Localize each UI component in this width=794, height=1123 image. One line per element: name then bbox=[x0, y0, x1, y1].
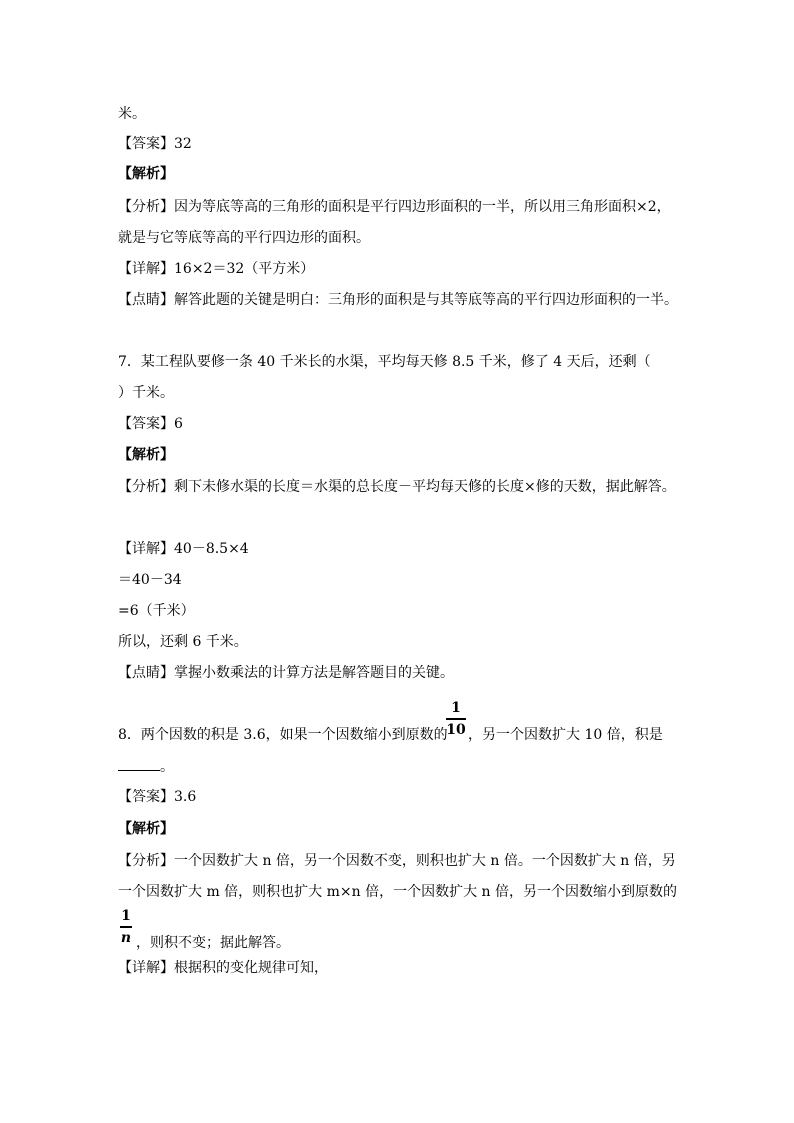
q7-step3: =6（千米） bbox=[118, 603, 195, 619]
q7-conclusion: 所以，还剩 6 千米。 bbox=[118, 634, 248, 650]
q8-stem-part1 bbox=[118, 725, 448, 745]
q8-stem-part2: ，另一个因数扩大 10 倍，积是 bbox=[468, 727, 663, 743]
q6-analysis-line2: 就是与它等底等高的平行四边形的面积。 bbox=[118, 230, 370, 246]
q6-key-point: 【点睛】解答此题的关键是明白：三角形的面积是与其等底等高的平行四边形面积的一半。 bbox=[118, 292, 678, 308]
q8-fraction-one-over-n bbox=[120, 908, 132, 946]
q8-fraction2-numerator: 1 bbox=[121, 908, 131, 924]
q7-analysis: 【分析】剩下未修水渠的长度＝水渠的总长度－平均每天修的长度×修的天数，据此解答。 bbox=[118, 479, 676, 495]
q7-step2: ＝40－34 bbox=[118, 572, 182, 588]
q8-answer-blank bbox=[118, 756, 160, 771]
q8-stem-end: 。 bbox=[160, 759, 174, 775]
q8-fraction-one-tenth bbox=[446, 700, 466, 738]
q7-key-point: 【点睛】掌握小数乘法的计算方法是解答题目的关键。 bbox=[118, 665, 454, 681]
q8-stem-text-a: 8．两个因数的积是 3.6，如果一个因数缩小到原数的 bbox=[118, 727, 448, 743]
q7-detail: 【详解】40－8.5×4 bbox=[118, 541, 249, 557]
q8-fraction2-denominator: n bbox=[120, 930, 132, 946]
q6-continuation-text: 米。 bbox=[118, 106, 146, 122]
q8-fraction-numerator: 1 bbox=[451, 700, 461, 716]
q8-answer: 【答案】3.6 bbox=[118, 789, 197, 805]
q7-jiexi-heading: 【解析】 bbox=[118, 447, 174, 463]
q7-stem-line1: 7．某工程队要修一条 40 千米长的水渠，平均每天修 8.5 千米，修了 4 天后，还剩（ bbox=[118, 354, 651, 370]
q8-analysis-line1: 【分析】一个因数扩大 n 倍，另一个因数不变，则积也扩大 n 倍。一个因数扩大 n 倍，另 bbox=[118, 853, 676, 869]
q6-detail: 【详解】16×2＝32（平方米） bbox=[118, 261, 315, 277]
q8-fraction-bar bbox=[446, 718, 466, 720]
q6-analysis-line1: 【分析】因为等底等高的三角形的面积是平行四边形面积的一半，所以用三角形面积×2， bbox=[118, 199, 671, 215]
q6-answer: 【答案】32 bbox=[118, 136, 192, 152]
q7-answer: 【答案】6 bbox=[118, 416, 183, 432]
q8-analysis-line3: ，则积不变；据此解答。 bbox=[136, 935, 290, 951]
q6-jiexi-heading: 【解析】 bbox=[118, 166, 174, 182]
q8-jiexi-heading: 【解析】 bbox=[118, 821, 174, 837]
q8-stem-blank-line bbox=[118, 756, 174, 777]
q8-fraction-denominator: 10 bbox=[446, 722, 466, 738]
q8-analysis-line2: 一个因数扩大 m 倍，则积也扩大 m×n 倍，一个因数扩大 n 倍，另一个因数缩小到原数的 bbox=[118, 884, 678, 900]
q7-stem-line2: ）千米。 bbox=[118, 385, 174, 401]
q8-fraction2-bar bbox=[120, 926, 132, 928]
q8-detail: 【详解】根据积的变化规律可知， bbox=[118, 960, 328, 976]
